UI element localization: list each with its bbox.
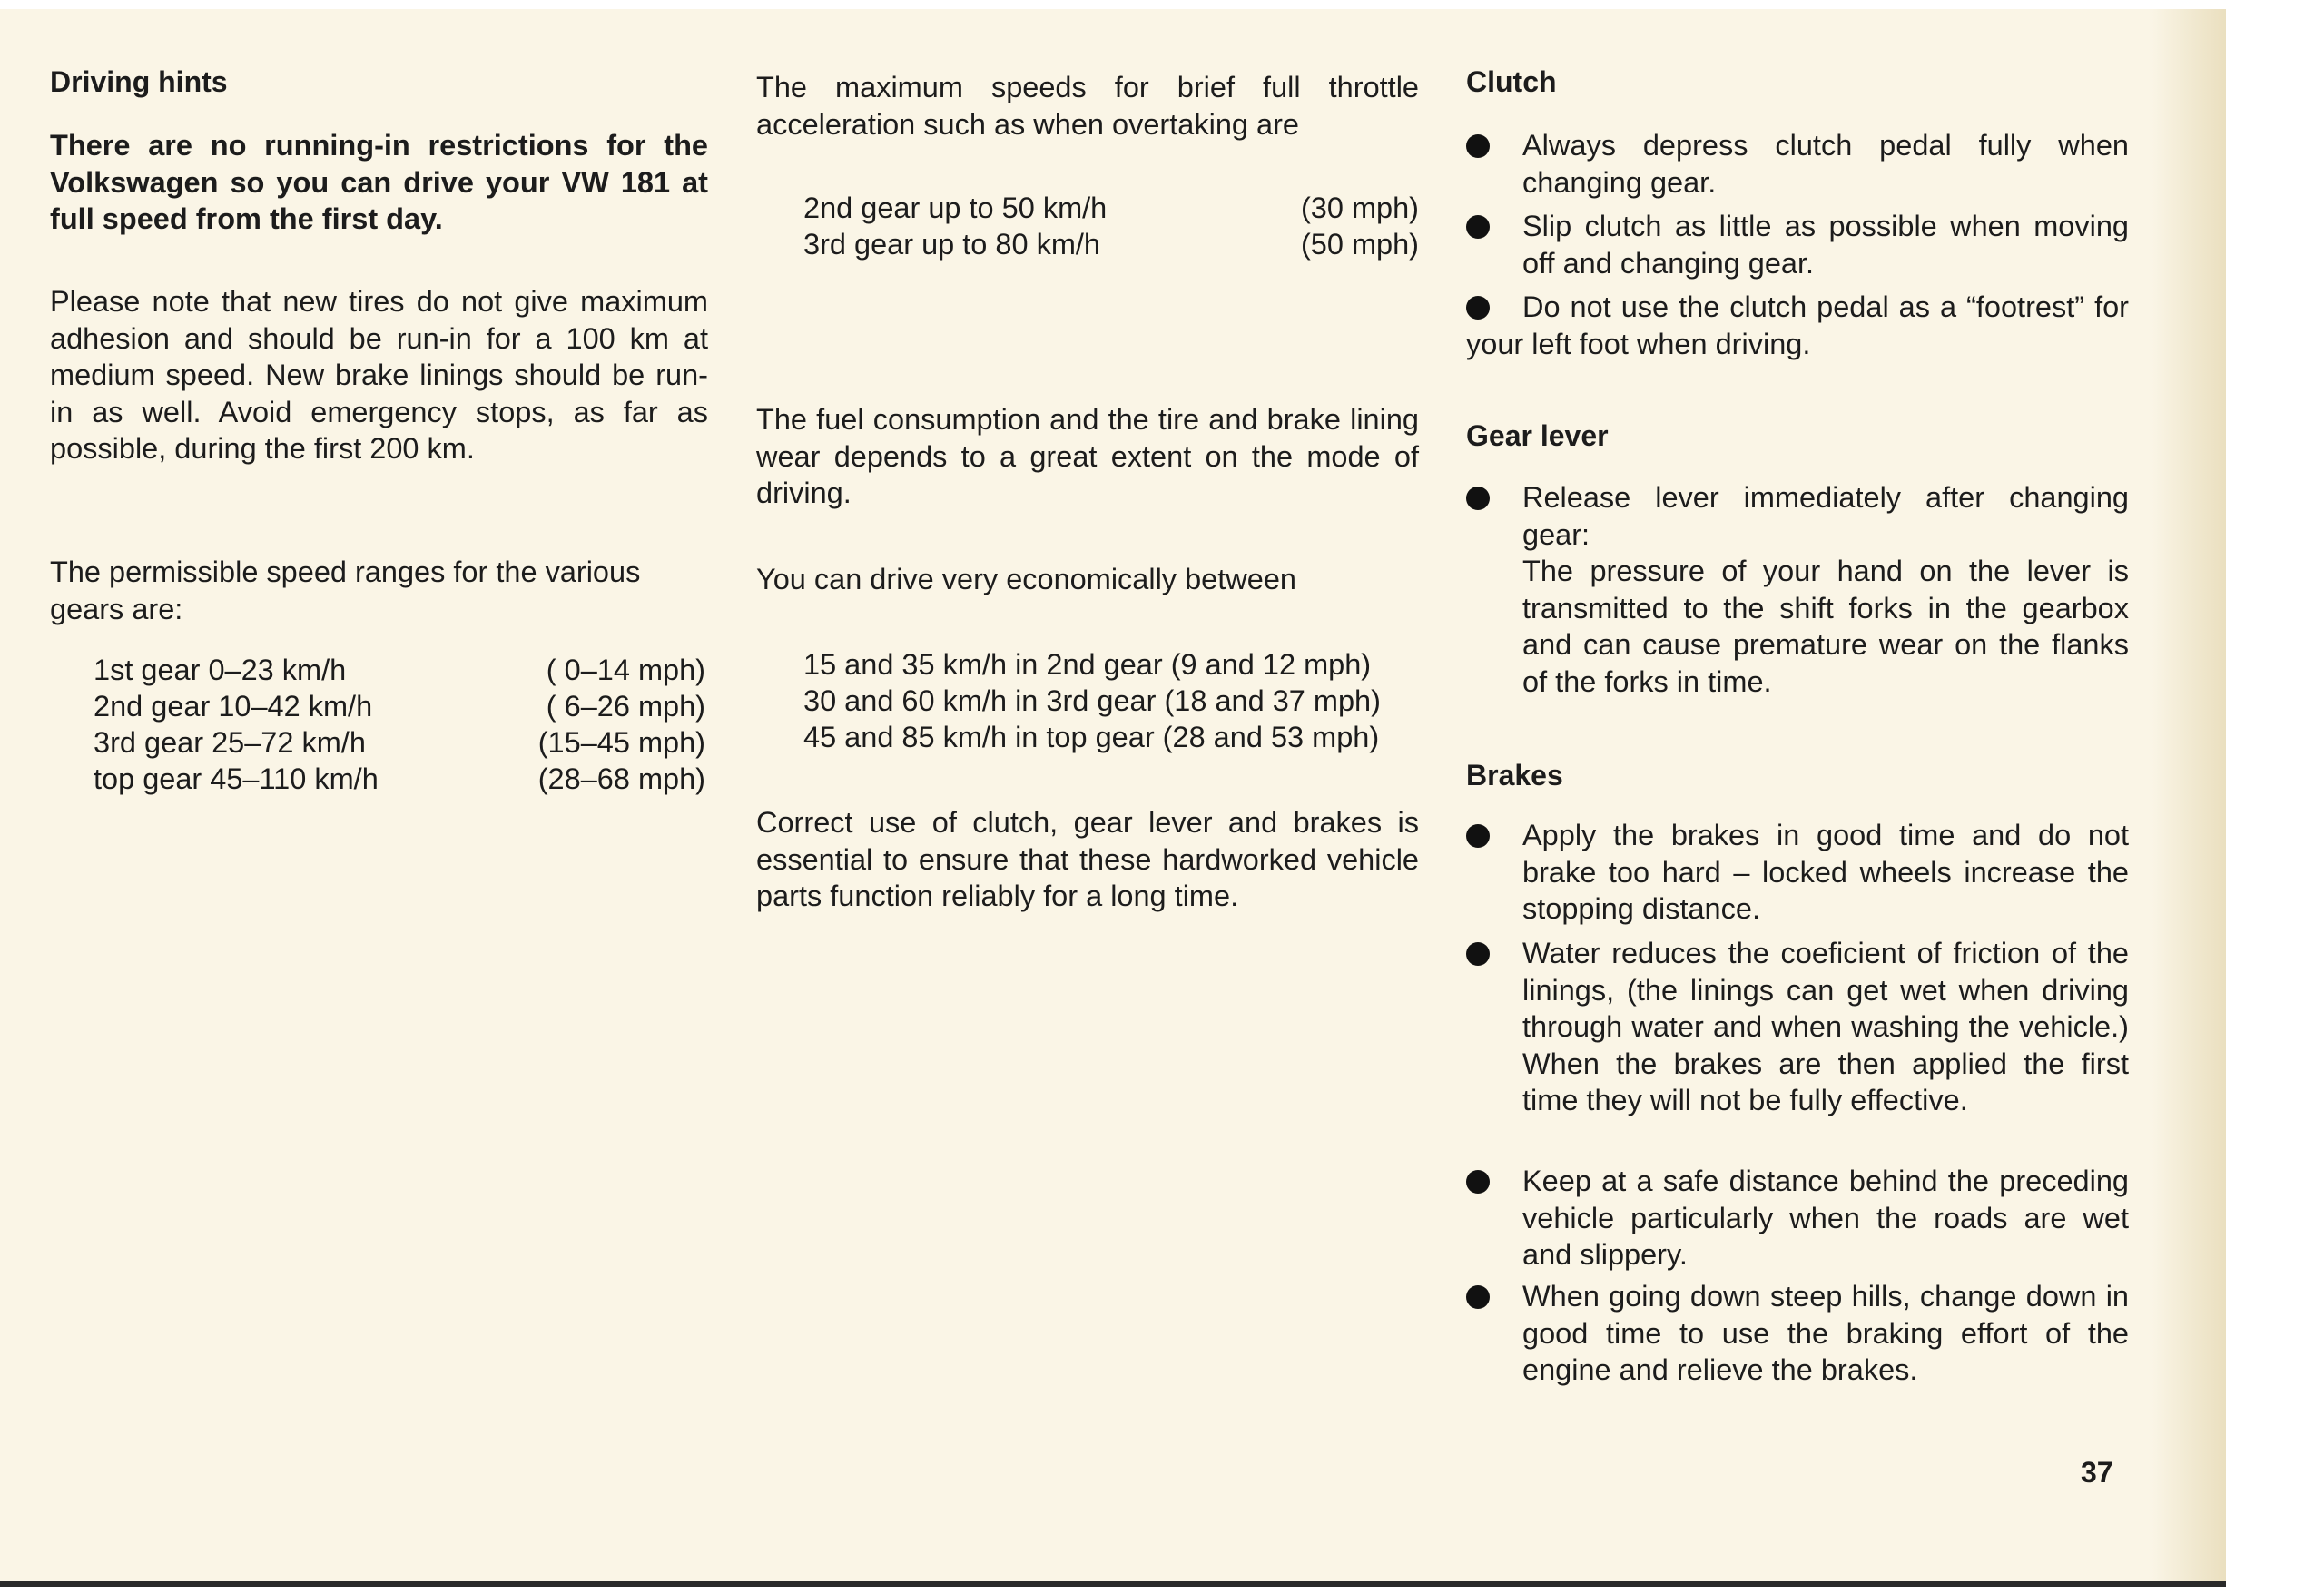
economy-range: 30 and 60 km/h in 3rd gear (18 and 37 mph) [803,684,1381,717]
speed-range-mph: (15–45 mph) [537,726,705,759]
gear-lever-item [1466,479,2129,700]
speed-range-mph: ( 6–26 mph) [546,690,705,723]
max-speeds-intro: The maximum speeds for brief full throttle acceleration such as when overtaking are [756,71,1419,141]
running-in-intro: There are no running-in restrictions for the Volkswagen so you can drive your VW 181 at full speed from the first day. [50,129,708,235]
gear-lever-item-title: Release lever immediately after changing gear: [1522,481,2129,551]
gear-lever-heading: Gear lever [1466,419,1609,452]
max-speed-mph: (30 mph) [1300,192,1419,224]
page-gutter-shade [2152,9,2226,1584]
max-speed-mph: (50 mph) [1300,228,1419,261]
clutch-item: Always depress clutch pedal fully when changing gear. [1466,127,2129,201]
brakes-item: Water reduces the coeficient of friction of the linings, (the linings can get wet when driving through water and when washing the vehicle.) When the brakes are then applied the first time they will not be fully effective. [1466,935,2129,1119]
speed-range-row [50,761,705,798]
tires-note: Please note that new tires do not give maximum adhesion and should be run-in for a 100 km at medium speed. New brake linings should be run-in as well. Avoid emergency stops, as far as possible, during the first 200 km. [50,285,708,465]
brakes-item: When going down steep hills, change down in good time to use the braking effort of the engine and relieve the brakes. [1466,1278,2129,1389]
speed-range-mph: (28–68 mph) [537,762,705,795]
gear-lever-item-body: The pressure of your hand on the lever is transmitted to the shift forks in the gearbox and can cause premature wear on the flanks of the forks in time. [1522,555,2129,698]
bullet-icon [1466,1285,1490,1309]
bullet-icon [1466,487,1490,510]
bullet-icon [1466,296,1490,320]
speed-range-gear: top gear 45–110 km/h [94,762,379,795]
brakes-item: Keep at a safe distance behind the preceding vehicle particularly when the roads are wet and slippery. [1466,1163,2129,1273]
page-bottom-edge [0,1581,2226,1587]
bullet-icon [1466,1170,1490,1194]
speed-range-gear: 2nd gear 10–42 km/h [94,690,373,723]
max-speed-gear: 2nd gear up to 50 km/h [803,192,1108,224]
bullet-icon [1466,824,1490,848]
max-speed-row [756,226,1419,263]
speed-range-gear: 3rd gear 25–72 km/h [94,726,366,759]
bullet-icon [1466,215,1490,239]
speed-range-row [50,724,705,762]
speed-ranges-intro: The permissible speed ranges for the various gears are: [50,556,641,625]
fuel-consumption-note: The fuel consumption and the tire and brake lining wear depends to a great extent on the mode of driving. [756,403,1419,509]
speed-range-row [50,652,705,689]
bullet-icon [1466,134,1490,158]
page-number: 37 [2081,1456,2113,1489]
speed-range-gear: 1st gear 0–23 km/h [94,654,347,686]
bullet-icon [1466,942,1490,966]
clutch-heading: Clutch [1466,65,1557,98]
clutch-item: Do not use the clutch pedal as a “footrest” for your left foot when driving. [1466,290,2129,360]
brakes-heading: Brakes [1466,759,1563,792]
speed-range-row [50,688,705,725]
correct-use-note: Correct use of clutch, gear lever and brakes is essential to ensure that these hardworked vehicle parts function reliably for a long time. [756,806,1419,912]
economy-range: 45 and 85 km/h in top gear (28 and 53 mph) [803,721,1380,753]
brakes-item: Apply the brakes in good time and do not brake too hard – locked wheels increase the stopping distance. [1466,817,2129,928]
max-speed-row [756,190,1419,227]
speed-range-mph: ( 0–14 mph) [546,654,705,686]
driving-hints-heading: Driving hints [50,65,228,98]
clutch-item: Slip clutch as little as possible when moving off and changing gear. [1466,208,2129,281]
economy-intro: You can drive very economically between [756,563,1296,595]
economy-range: 15 and 35 km/h in 2nd gear (9 and 12 mph) [803,648,1372,681]
max-speed-gear: 3rd gear up to 80 km/h [803,228,1100,261]
